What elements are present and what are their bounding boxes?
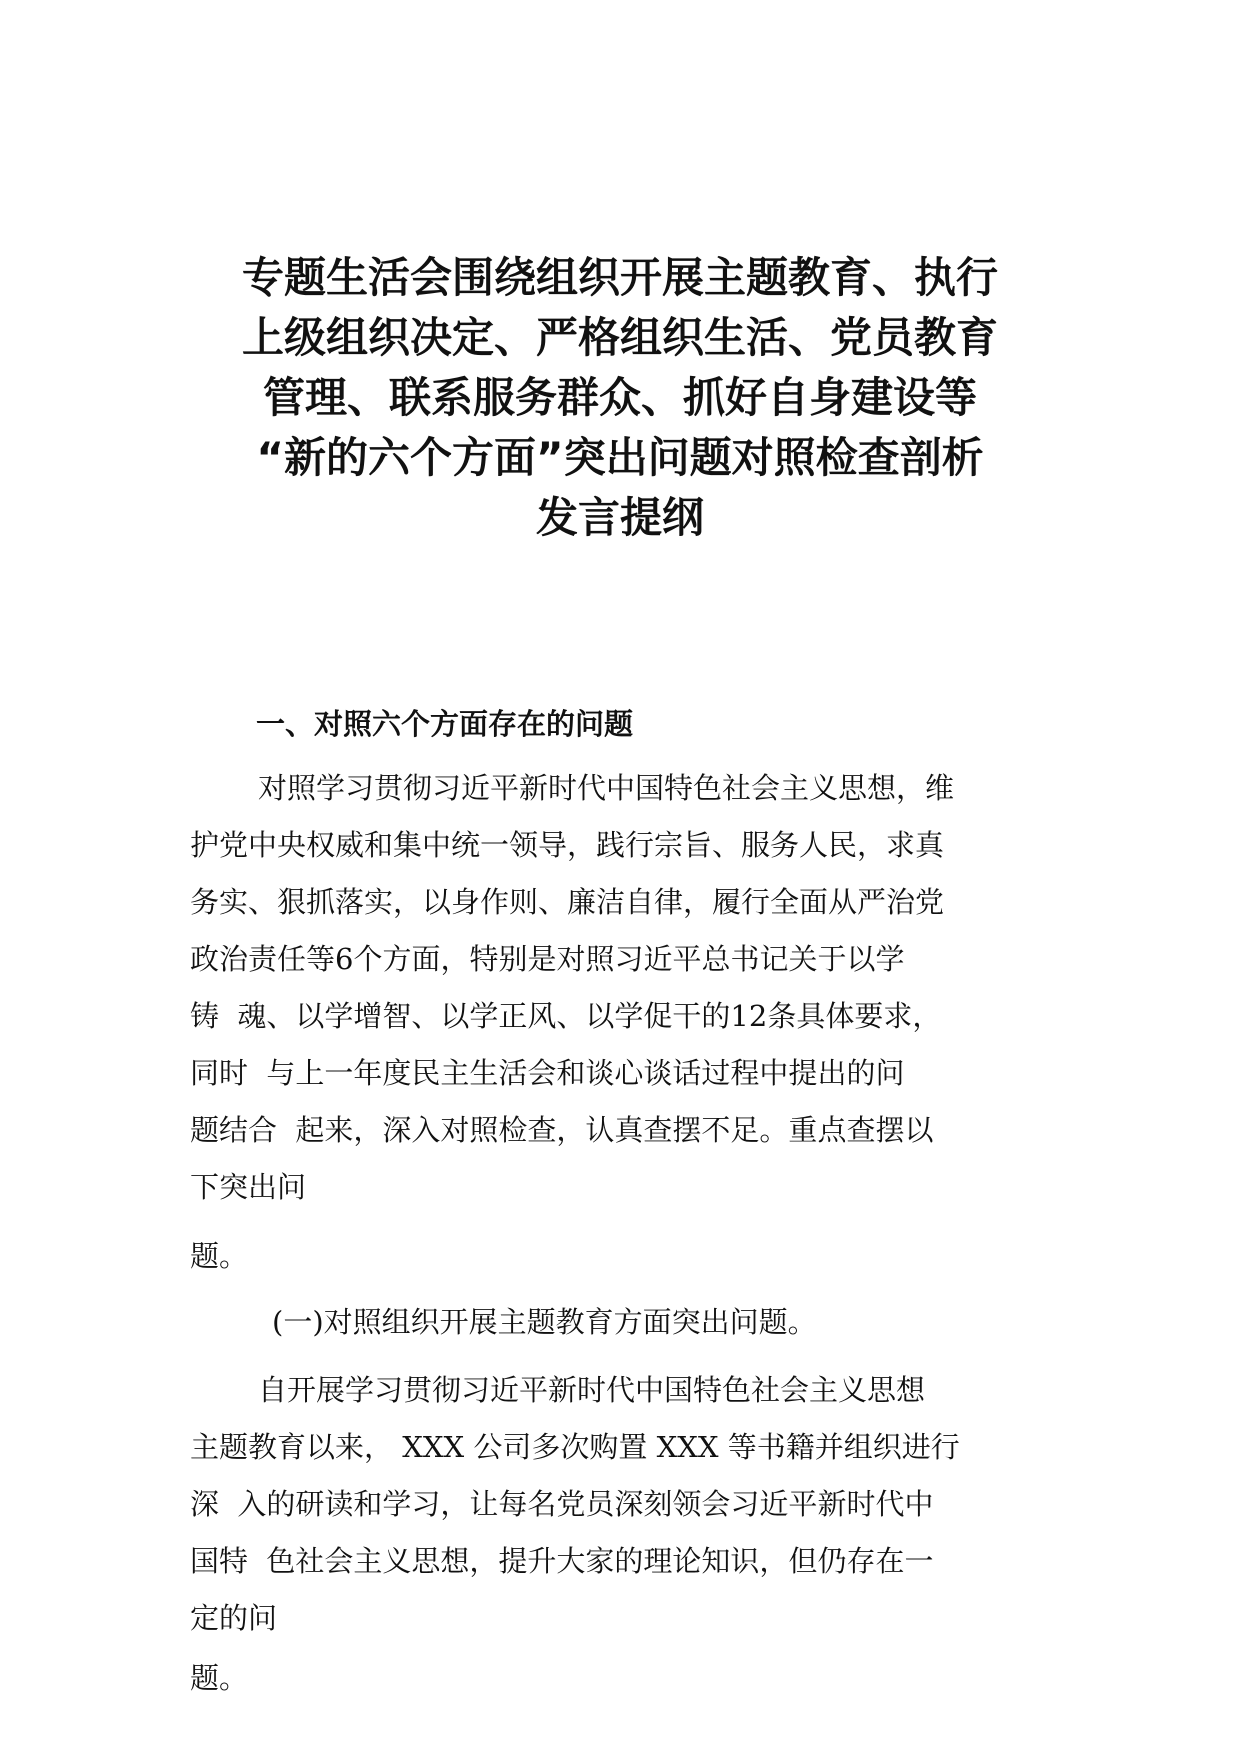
paragraph-2 xyxy=(190,1362,1050,1647)
paragraph-2-continuation xyxy=(190,1650,1050,1707)
paragraph-1 xyxy=(190,760,1050,1216)
paragraph-line: 题结合 起来，深入对照检查，认真查摆不足。重点查摆以 xyxy=(190,1113,934,1147)
paragraph-line: 题。 xyxy=(190,1239,249,1273)
title-line: “新的六个方面”突出问题对照检查剖析 xyxy=(256,433,984,482)
paragraph-line: 自开展学习贯彻习近平新时代中国特色社会主义思想 xyxy=(258,1373,926,1407)
document-title xyxy=(150,248,1090,548)
paragraph-line: 护党中央权威和集中统一领导，践行宗旨、服务人民，求真 xyxy=(190,828,945,862)
paragraph-line: 政治责任等6个方面，特别是对照习近平总书记关于以学 xyxy=(190,942,905,976)
paragraph-line: 下突出问 xyxy=(190,1170,307,1204)
title-line: 发言提纲 xyxy=(535,493,704,542)
paragraph-line: 定的问 xyxy=(190,1601,278,1635)
paragraph-line: 铸 魂、以学增智、以学正风、以学促干的12条具体要求， xyxy=(190,999,942,1033)
paragraph-line: 题。 xyxy=(190,1661,249,1695)
title-line: 专题生活会围绕组织开展主题教育、执行 xyxy=(241,253,998,302)
paragraph-1-continuation xyxy=(190,1228,1050,1285)
title-line: 管理、联系服务群众、抓好自身建设等 xyxy=(262,373,977,422)
section-heading: 一、对照六个方面存在的问题 xyxy=(256,707,634,741)
paragraph-line: 务实、狠抓落实，以身作则、廉洁自律，履行全面从严治党 xyxy=(190,885,945,919)
paragraph-line: 国特 色社会主义思想，提升大家的理论知识，但仍存在一 xyxy=(190,1544,934,1578)
paragraph-line: 深 入的研读和学习，让每名党员深刻领会习近平新时代中 xyxy=(190,1487,934,1521)
subsection-heading-text: (一)对照组织开展主题教育方面突出问题。 xyxy=(272,1305,817,1339)
paragraph-line: 同时 与上一年度民主生活会和谈心谈话过程中提出的问 xyxy=(190,1056,905,1090)
paragraph-line: 主题教育以来， XXX 公司多次购置 XXX 等书籍并组织进行 xyxy=(190,1430,960,1464)
subsection-heading xyxy=(190,1294,1050,1351)
paragraph-line: 对照学习贯彻习近平新时代中国特色社会主义思想，维 xyxy=(258,771,955,805)
title-line: 上级组织决定、严格组织生活、党员教育 xyxy=(241,313,998,362)
